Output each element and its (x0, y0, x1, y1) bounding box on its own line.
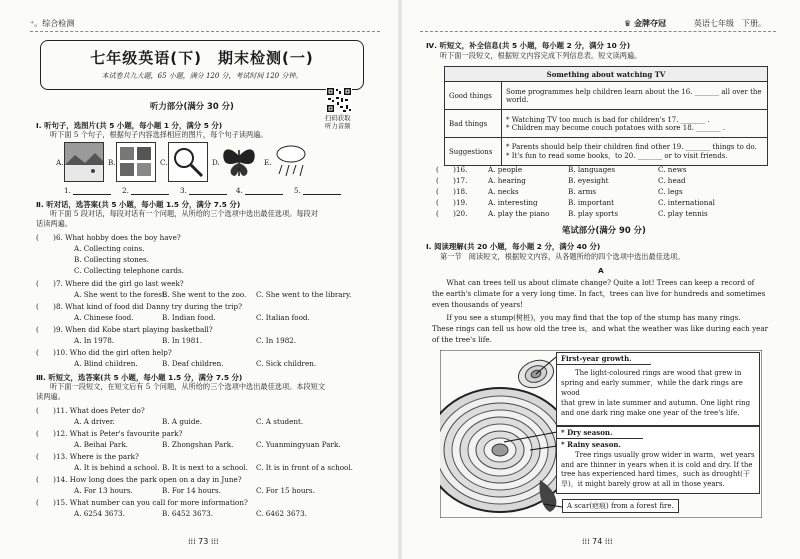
season-text: Tree rings usually grow wider in warm，wet years and are thinner in years when it is cold and dry. If the tree has experienced hard times，such as drought(干 旱)，it might barely grow at all in those years. (561, 451, 755, 488)
passage-line-4: If you see a stump(树桩)，you may find that the top of the stump has many rings. (432, 313, 741, 322)
snowy-landscape-picture (64, 142, 104, 182)
section-2-instruction-2: 话读两遍。 (36, 219, 72, 228)
q20-option-a[interactable]: A. play the piano (488, 209, 550, 218)
right-page (402, 0, 800, 559)
q16-option-a[interactable]: A. people (488, 165, 523, 174)
passage-line-1: What can trees tell us about climate change? Quite a lot! Trees can keep a record of (432, 278, 755, 287)
exam-subtitle: 本试卷共九大题，65 小题，满分 120 分，考试时间 120 分钟。 (101, 72, 303, 80)
question-11: ( )11. What does Peter do? (36, 406, 145, 415)
q11-option-a[interactable]: A. A driver. (74, 417, 115, 426)
q8-option-c[interactable]: C. Italian food. (256, 313, 310, 322)
info-table (444, 66, 768, 166)
q18-option-c[interactable]: C. legs (658, 187, 683, 196)
passage-letter: A (598, 266, 604, 275)
question-6: ( )6. What hobby does the boy have? (36, 233, 181, 242)
reading-heading: Ⅰ. 阅读理解(共 20 小题，每小题 2 分，满分 40 分) (426, 242, 601, 251)
row-label-suggestions: Suggestions (445, 138, 502, 166)
pic-label-d: D. (212, 158, 220, 167)
question-14: ( )14. How long does the park open on a day in June? (36, 475, 242, 484)
q18-number: ( )18. (436, 187, 468, 196)
dry-season-label: * Dry season. (557, 427, 643, 439)
row-label-bad: Bad things (445, 110, 502, 138)
q13-option-a[interactable]: A. It is behind a school. (74, 463, 160, 472)
answer-blank-5[interactable]: 5. (294, 186, 341, 195)
q17-number: ( )17. (436, 176, 468, 185)
q10-option-b[interactable]: B. Deaf children. (162, 359, 224, 368)
season-note (556, 426, 760, 494)
q10-option-c[interactable]: C. Sick children. (256, 359, 317, 368)
butterfly-picture (220, 142, 258, 180)
question-7: ( )7. Where did the girl go last week? (36, 279, 184, 288)
section-2-instruction-1: 听下面 5 段对话，每段对话有一个问题，从所给的三个选项中选出最佳选项。每段对 (50, 209, 318, 218)
rain-cloud-picture (272, 142, 310, 180)
q17-option-c[interactable]: C. head (658, 176, 686, 185)
q14-option-b[interactable]: B. For 14 hours. (162, 486, 221, 495)
q15-option-c[interactable]: C. 6462 3673. (256, 509, 307, 518)
reading-instruction: 第一节 阅读短文，根据短文内容，从各题所给的四个选项中选出最佳选项。 (440, 252, 685, 261)
passage-line-3: even thousands of years! (432, 300, 524, 309)
q12-option-b[interactable]: B. Zhongshan Park. (162, 440, 234, 449)
answer-blank-2[interactable]: 2. (122, 186, 169, 195)
pic-label-e: E. (264, 158, 272, 167)
row-content-good: Some programmes help children learn about the 16. _______ all over the world. (502, 82, 768, 110)
section-1-heading: Ⅰ. 听句子，选图片(共 5 小题，每小题 1 分，满分 5 分) (36, 121, 223, 130)
qr-caption-2: 听力音频 (325, 122, 351, 130)
header-divider (30, 31, 380, 32)
pic-label-c: C. (160, 158, 168, 167)
stamps-picture (116, 142, 156, 182)
section-3-heading: Ⅲ. 听短文，选答案(共 5 小题，每小题 1.5 分，满分 7.5 分) (36, 373, 243, 382)
q12-option-a[interactable]: A. Beihai Park. (74, 440, 128, 449)
q13-option-b[interactable]: B. It is next to a school. (162, 463, 248, 472)
q17-option-a[interactable]: A. hearing (488, 176, 526, 185)
crown-icon: ♛ (624, 19, 632, 28)
question-13: ( )13. Where is the park? (36, 452, 139, 461)
q19-option-a[interactable]: A. interesting (488, 198, 538, 207)
first-year-text: The light-coloured rings are wood that grew in spring and early summer，while the dark rings are wood that grew in late summer and autumn. One light ring and one dark ring make one year of the tree's life. (561, 369, 751, 417)
row-content-suggestions: * Parents should help their children find other 19. _______ things to do. * It's fun to read some books，to 20. _______ or to visit friends. (502, 138, 768, 166)
page-number-left: ⁞⁞⁞ 73 ⁞⁞⁞ (188, 537, 219, 546)
qr-caption-1: 扫码获取 (325, 114, 351, 122)
q6-option-c[interactable]: C. Collecting telephone cards. (74, 266, 184, 275)
rainy-season-label: * Rainy season. (561, 440, 621, 449)
section-1-instruction: 听下面 5 个句子，根据句子内容选择相应的图片，每个句子读两遍。 (50, 130, 268, 139)
question-12: ( )12. What is Peter's favourite park? (36, 429, 183, 438)
q11-option-c[interactable]: C. A student. (256, 417, 304, 426)
q7-option-a[interactable]: A. She went to the forest. (74, 290, 168, 299)
q16-option-c[interactable]: C. news (658, 165, 687, 174)
q19-option-c[interactable]: C. international (658, 198, 715, 207)
q10-option-a[interactable]: A. Blind children. (74, 359, 138, 368)
q14-option-c[interactable]: C. For 15 hours. (256, 486, 315, 495)
pic-label-b: B. (108, 158, 116, 167)
q12-option-c[interactable]: C. Yuanmingyuan Park. (256, 440, 341, 449)
q19-number: ( )19. (436, 198, 468, 207)
listening-heading: 听力部分(满分 30 分) (150, 101, 234, 111)
q20-option-c[interactable]: C. play tennis (658, 209, 708, 218)
q20-option-b[interactable]: B. play sports (568, 209, 619, 218)
passage-line-5: These rings can tell us how old the tree is，and what the weather was like during each year (432, 324, 769, 333)
q13-option-c[interactable]: C. It is in front of a school. (256, 463, 353, 472)
q9-option-b[interactable]: B. In 1981. (162, 336, 203, 345)
section-2-heading: Ⅱ. 听对话，选答案(共 5 小题，每小题 1.5 分，满分 7.5 分) (36, 200, 241, 209)
writing-heading: 笔试部分(满分 90 分) (562, 225, 646, 235)
q15-option-a[interactable]: A. 6254 3673. (74, 509, 125, 518)
header-divider-right (420, 31, 776, 32)
first-year-growth-note (556, 352, 760, 426)
brand-header: ♛ 金牌夺冠 (624, 19, 666, 28)
q16-number: ( )16. (436, 165, 468, 174)
question-8: ( )8. What kind of food did Danny try during the trip? (36, 302, 242, 311)
q8-option-a[interactable]: A. Chinese food. (74, 313, 134, 322)
exam-title: 七年级英语(下) 期末检测(一) (90, 49, 314, 67)
book-header: 英语七年级 下册。 (694, 19, 766, 28)
question-10: ( )10. Who did the girl often help? (36, 348, 172, 357)
passage-line-2: the earth's climate for a very long time. In fact，trees can live for hundreds and sometimes (432, 289, 766, 298)
question-9: ( )9. When did Kobe start playing basketball? (36, 325, 213, 334)
left-page (0, 0, 398, 559)
row-label-good: Good things (445, 82, 502, 110)
question-15: ( )15. What number can you call for more information? (36, 498, 248, 507)
qr-code-icon[interactable] (326, 87, 352, 113)
magnifier-picture (168, 142, 208, 182)
pic-label-a: A. (56, 158, 64, 167)
q17-option-b[interactable]: B. eyesight (568, 176, 609, 185)
q7-option-b[interactable]: B. She went to the zoo. (162, 290, 247, 299)
passage-line-6: of the tree's life. (432, 335, 492, 344)
q15-option-b[interactable]: B. 6452 3673. (162, 509, 214, 518)
q18-option-b[interactable]: B. arms (568, 187, 597, 196)
answer-blank-1[interactable]: 1. (64, 186, 111, 195)
q14-option-a[interactable]: A. For 13 hours. (74, 486, 133, 495)
page-number-right: ⁞⁞⁞ 74 ⁞⁞⁞ (582, 537, 613, 546)
info-table-title: Something about watching TV (445, 67, 768, 82)
left-header: ⁺。综合检测 (30, 19, 75, 28)
row-content-bad: * Watching TV too much is bad for children's 17. _______ . * Children may become couch potatoes with sore 18. _______ . (502, 110, 768, 138)
answer-blank-4[interactable]: 4. (236, 186, 283, 195)
q7-option-c[interactable]: C. She went to the library. (256, 290, 352, 299)
section-4-instruction: 听下面一段短文，根据短文内容完成下列信息表。短文读两遍。 (440, 51, 642, 60)
q18-option-a[interactable]: A. necks (488, 187, 519, 196)
section-3-instruction-2: 读两遍。 (36, 392, 65, 401)
first-year-label: First-year growth. (557, 353, 651, 365)
exam-title-box (40, 40, 364, 90)
q20-number: ( )20. (436, 209, 468, 218)
q6-option-b[interactable]: B. Collecting stones. (74, 255, 150, 264)
q9-option-c[interactable]: C. In 1982. (256, 336, 297, 345)
section-4-heading: Ⅳ. 听短文，补全信息(共 5 小题，每小题 2 分，满分 10 分) (426, 41, 631, 50)
section-3-instruction-1: 听下面一段短文，在短文后有 5 个问题，从所给的三个选项中选出最佳选项。本段短文 (50, 382, 326, 391)
q11-option-b[interactable]: B. A guide. (162, 417, 202, 426)
q19-option-b[interactable]: B. important (568, 198, 615, 207)
scar-label: A scar(疤痕) from a forest fire. (562, 499, 679, 513)
answer-blank-3[interactable]: 3. (180, 186, 227, 195)
q16-option-b[interactable]: B. languages (568, 165, 616, 174)
q8-option-b[interactable]: B. Indian food. (162, 313, 216, 322)
q6-option-a[interactable]: A. Collecting coins. (74, 244, 145, 253)
q9-option-a[interactable]: A. In 1978. (74, 336, 115, 345)
